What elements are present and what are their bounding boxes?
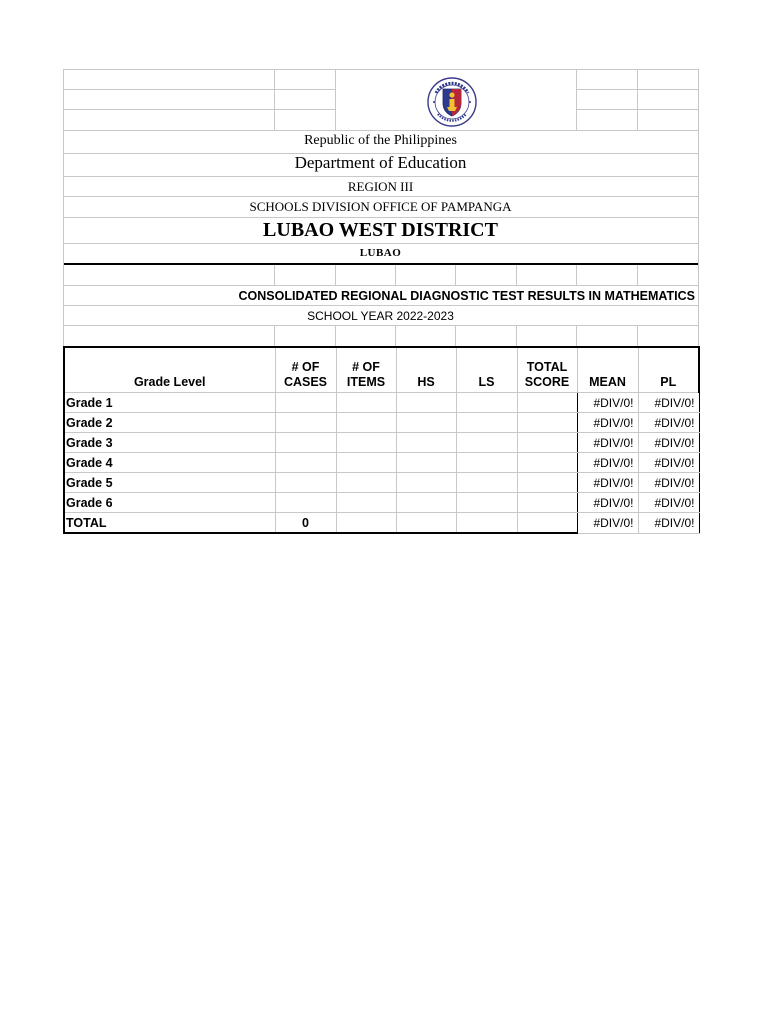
- items-cell: [336, 513, 396, 534]
- mean-cell: #DIV/0!: [577, 513, 638, 534]
- pl-cell: #DIV/0!: [638, 453, 699, 473]
- cases-cell: [275, 433, 336, 453]
- mean-cell: #DIV/0!: [577, 453, 638, 473]
- mean-cell: #DIV/0!: [577, 493, 638, 513]
- grade-level-cell: Grade 3: [64, 433, 275, 453]
- total-score-cell: [517, 493, 577, 513]
- table-row: [64, 513, 699, 534]
- region-text: REGION III: [347, 179, 414, 194]
- cases-cell: [275, 413, 336, 433]
- cases-cell: 0: [275, 513, 336, 534]
- cases-cell: [275, 473, 336, 493]
- mean-cell: #DIV/0!: [577, 413, 638, 433]
- deped-seal-icon: [420, 76, 484, 128]
- column-header-hs: HS: [396, 347, 456, 393]
- republic-text: Republic of the Philippines: [304, 133, 457, 148]
- items-cell: [336, 393, 396, 413]
- hs-cell: [396, 433, 456, 453]
- grade-level-cell: Grade 4: [64, 453, 275, 473]
- grade-level-cell: Grade 2: [64, 413, 275, 433]
- column-header-pl: PL: [638, 347, 699, 393]
- pl-cell: #DIV/0!: [638, 513, 699, 534]
- items-cell: [336, 413, 396, 433]
- cases-cell: [275, 493, 336, 513]
- school-year-text: SCHOOL YEAR 2022-2023: [307, 309, 454, 323]
- report-header: [63, 69, 698, 346]
- total-score-cell: [517, 433, 577, 453]
- total-score-cell: [517, 413, 577, 433]
- items-cell: [336, 473, 396, 493]
- column-header-cases: # OF CASES: [275, 347, 336, 393]
- total-score-cell: [517, 473, 577, 493]
- table-row: [64, 433, 699, 453]
- mean-cell: #DIV/0!: [577, 473, 638, 493]
- ls-cell: [456, 393, 517, 413]
- pl-cell: #DIV/0!: [638, 433, 699, 453]
- mean-cell: #DIV/0!: [577, 393, 638, 413]
- cases-cell: [275, 453, 336, 473]
- column-header-grade-level: Grade Level: [64, 347, 275, 393]
- pl-cell: #DIV/0!: [638, 413, 699, 433]
- pl-cell: #DIV/0!: [638, 493, 699, 513]
- table-row: [64, 453, 699, 473]
- hs-cell: [396, 413, 456, 433]
- items-cell: [336, 493, 396, 513]
- grade-level-cell: TOTAL: [64, 513, 275, 534]
- ls-cell: [456, 413, 517, 433]
- municipality-text: LUBAO: [359, 247, 402, 259]
- table-row: [64, 393, 699, 413]
- district-title: LUBAO WEST DISTRICT: [263, 219, 498, 241]
- division-text: SCHOOLS DIVISION OFFICE OF PAMPANGA: [249, 199, 512, 214]
- column-header-ls: LS: [456, 347, 517, 393]
- items-cell: [336, 433, 396, 453]
- hs-cell: [396, 513, 456, 534]
- grade-level-cell: Grade 6: [64, 493, 275, 513]
- mean-cell: #DIV/0!: [577, 433, 638, 453]
- table-row: [64, 493, 699, 513]
- ls-cell: [456, 433, 517, 453]
- ls-cell: [456, 473, 517, 493]
- total-score-cell: [517, 393, 577, 413]
- hs-cell: [396, 473, 456, 493]
- pl-cell: #DIV/0!: [638, 393, 699, 413]
- column-header-mean: MEAN: [577, 347, 638, 393]
- hs-cell: [396, 453, 456, 473]
- total-score-cell: [517, 513, 577, 534]
- table-row: [64, 413, 699, 433]
- hs-cell: [396, 493, 456, 513]
- report-title: CONSOLIDATED REGIONAL DIAGNOSTIC TEST RESULTS IN MATHEMATICS: [238, 289, 695, 303]
- grade-level-cell: Grade 1: [64, 393, 275, 413]
- column-header-total-score: TOTAL SCORE: [517, 347, 577, 393]
- hs-cell: [396, 393, 456, 413]
- table-row: [64, 473, 699, 493]
- results-table: [63, 346, 700, 534]
- ls-cell: [456, 513, 517, 534]
- report-sheet: [63, 69, 698, 530]
- ls-cell: [456, 493, 517, 513]
- department-title: Department of Education: [294, 153, 467, 172]
- column-header-items: # OF ITEMS: [336, 347, 396, 393]
- items-cell: [336, 453, 396, 473]
- pl-cell: #DIV/0!: [638, 473, 699, 493]
- table-header-row: [64, 347, 699, 393]
- grade-level-cell: Grade 5: [64, 473, 275, 493]
- ls-cell: [456, 453, 517, 473]
- total-score-cell: [517, 453, 577, 473]
- cases-cell: [275, 393, 336, 413]
